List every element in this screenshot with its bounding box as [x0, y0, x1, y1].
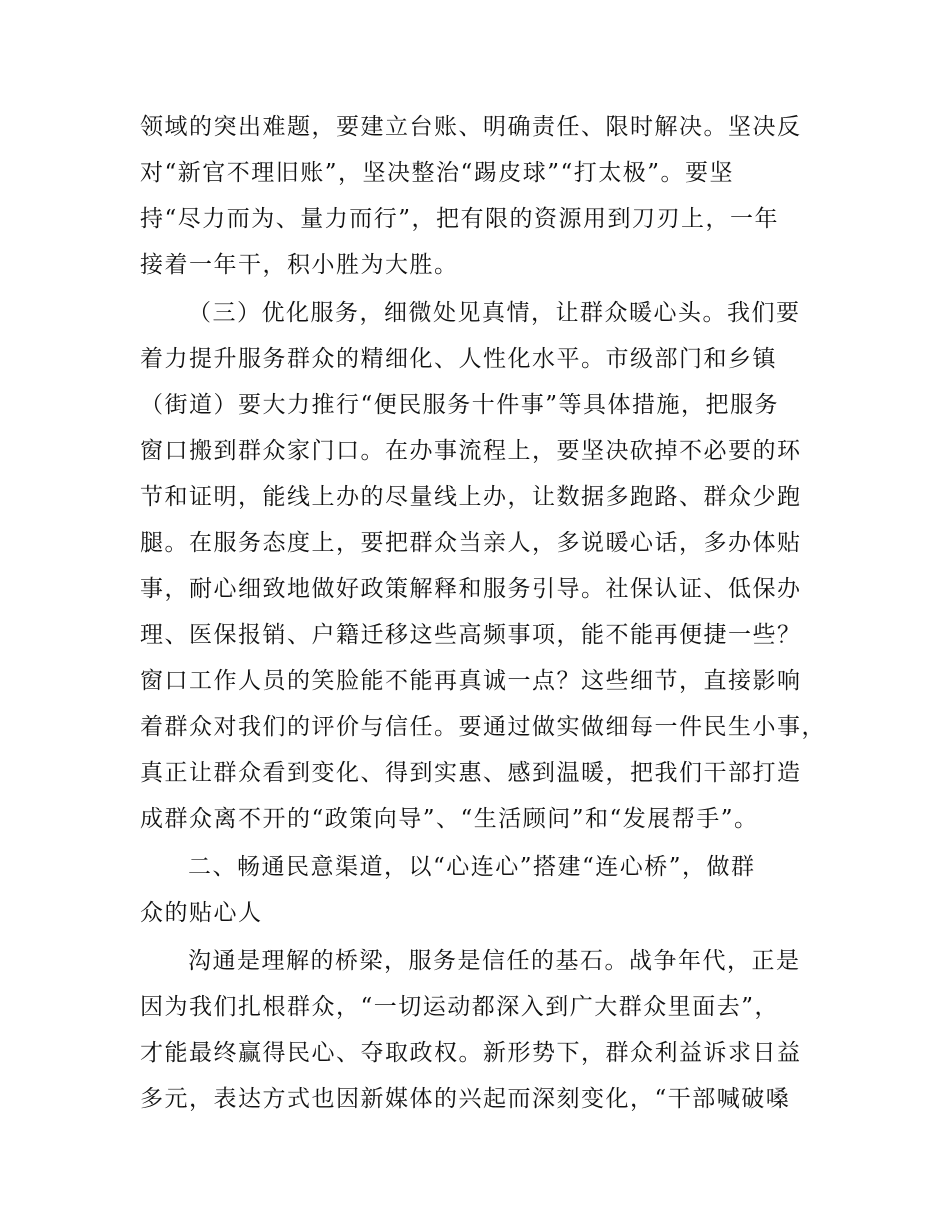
- text-line: 着力提升服务群众的精细化、人性化水平。市级部门和乡镇: [140, 346, 777, 372]
- paragraph: [140, 938, 830, 1122]
- text-line: 接着一年干，积小胜为大胜。: [140, 252, 459, 278]
- text-line: 腿。在服务态度上，要把群众当亲人，多说暖心话，多办体贴: [140, 530, 802, 556]
- section-heading: [140, 844, 830, 936]
- text-line: 窗口工作人员的笑脸能不能再真诚一点？这些细节，直接影响: [140, 668, 802, 694]
- text-line: （街道）要大力推行“便民服务十件事”等具体措施，把服务: [140, 392, 780, 418]
- text-line: 对“新官不理旧账”，坚决整治“踢皮球”“打太极”。要坚: [140, 160, 735, 186]
- text-line: （三）优化服务，细微处见真情，让群众暖心头。我们要: [188, 300, 801, 326]
- text-line: 沟通是理解的桥梁，服务是信任的基石。战争年代，正是: [188, 948, 801, 974]
- text-line: 事，耐心细致地做好政策解释和服务引导。社保认证、低保办: [140, 576, 802, 602]
- text-line: 持“尽力而为、量力而行”，把有限的资源用到刀刃上，一年: [140, 206, 780, 232]
- text-line: 成群众离不开的“政策向导”、“生活顾问”和“发展帮手”。: [140, 806, 759, 832]
- document-body: [140, 104, 830, 1122]
- text-line: 理、医保报销、户籍迁移这些高频事项，能不能再便捷一些？: [140, 622, 802, 648]
- heading-line: 二、畅通民意渠道，以“心连心”搭建“连心桥”，做群: [188, 854, 756, 880]
- heading-line: 众的贴心人: [140, 900, 263, 926]
- text-line: 窗口搬到群众家门口。在办事流程上，要坚决砍掉不必要的环: [140, 438, 802, 464]
- paragraph: [140, 104, 830, 288]
- section-paragraph: [140, 290, 830, 842]
- text-line: 节和证明，能线上办的尽量线上办，让数据多跑路、群众少跑: [140, 484, 802, 510]
- text-line: 真正让群众看到变化、得到实惠、感到温暖，把我们干部打造: [140, 760, 802, 786]
- text-line: 因为我们扎根群众，“一切运动都深入到广大群众里面去”，: [140, 994, 780, 1020]
- text-line: 领域的突出难题，要建立台账、明确责任、限时解决。坚决反: [140, 114, 802, 140]
- text-line: 多元，表达方式也因新媒体的兴起而深刻变化，“干部喊破嗓: [140, 1086, 791, 1112]
- text-line: 才能最终赢得民心、夺取政权。新形势下，群众利益诉求日益: [140, 1040, 802, 1066]
- text-line: 着群众对我们的评价与信任。要通过做实做细每一件民生小事，: [140, 714, 826, 740]
